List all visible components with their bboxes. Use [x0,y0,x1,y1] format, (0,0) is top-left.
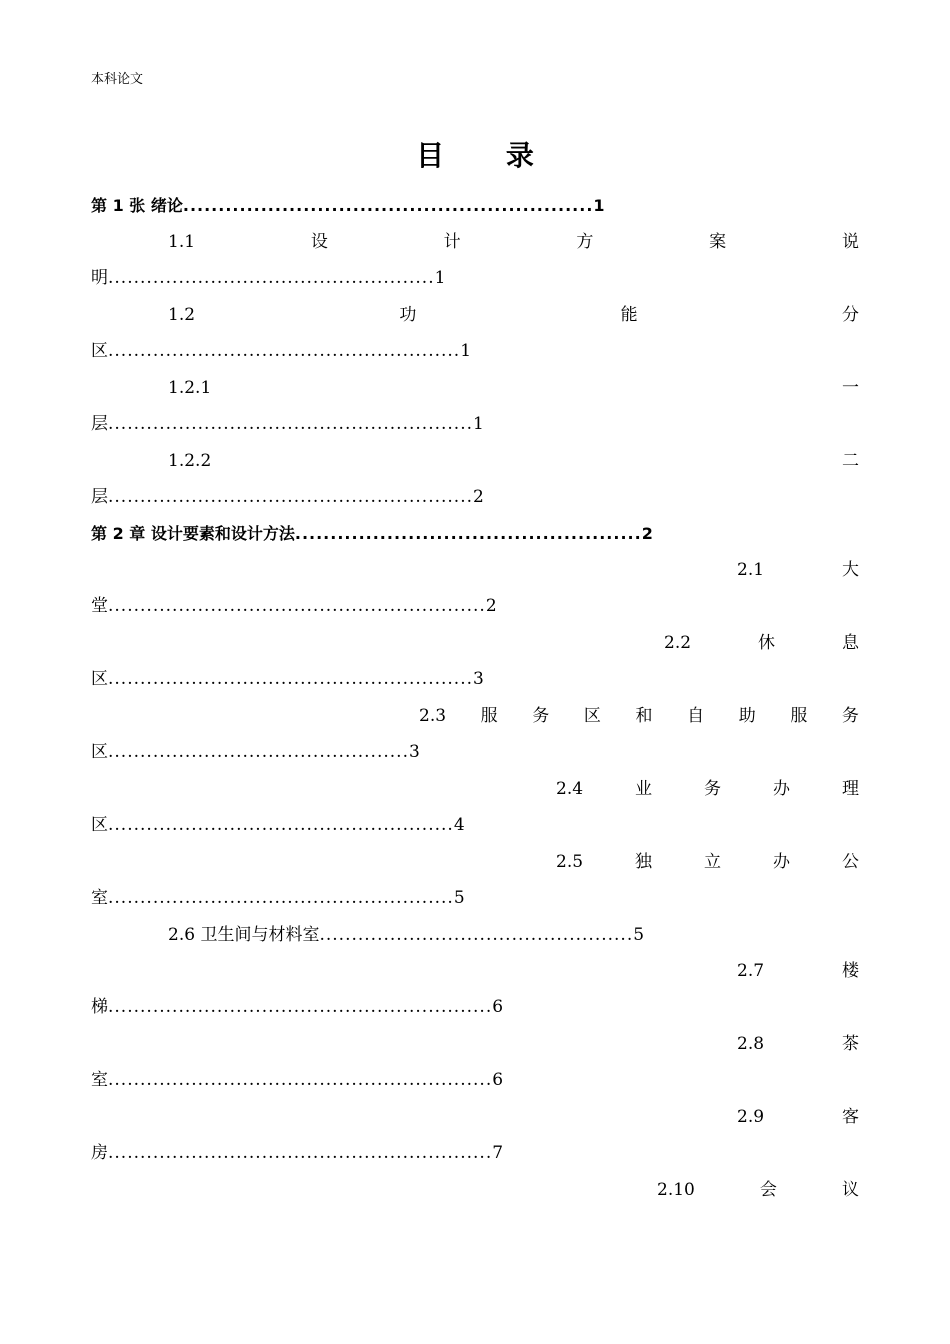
toc-entry-2-9[interactable] [737,1103,859,1131]
toc-word: 2.2 [664,633,692,653]
toc-entry-2-4[interactable] [556,775,859,803]
toc-word: 区 [583,706,601,726]
toc-word: 办 [773,779,790,799]
toc-entry-2-4-cont[interactable] [91,811,859,839]
toc-page: 6 [492,997,504,1017]
toc-leader: ................................................... [108,268,435,288]
toc-word: 务 [841,706,859,726]
toc-entry-2-6[interactable] [168,921,859,949]
toc-word: 服 [790,706,808,726]
toc-entry-1-1-cont[interactable] [91,264,859,292]
toc-page: 3 [408,742,420,762]
toc-entry-2-7[interactable] [737,957,859,985]
toc-label: 2.6 卫生间与材料室 [168,925,320,945]
toc-page: 2 [641,524,653,543]
toc-page: 1 [593,196,605,215]
toc-tail: 层 [91,487,108,507]
toc-label: 第 2 章 设计要素和设计方法 [91,524,295,543]
toc-label: 第 1 张 绪论 [91,196,183,215]
toc-page: 4 [453,815,465,835]
toc-entry-1-2-2[interactable] [168,447,859,475]
toc-word: 客 [842,1107,859,1127]
page-header: 本科论文 [91,72,144,87]
toc-word: 设 [310,232,328,252]
toc-word: 2.4 [556,779,584,799]
toc-leader: ...................................................... [108,888,454,908]
page-title: 目 录 [416,139,560,172]
toc-word: 公 [841,852,859,872]
toc-tail: 层 [91,414,108,434]
toc-leader: ....................................................... [108,341,461,361]
toc-word: 1.2.2 [168,451,212,471]
toc-tail: 室 [91,888,108,908]
toc-word: 服 [480,706,498,726]
toc-page: 5 [453,888,465,908]
toc-word: 理 [841,779,859,799]
toc-entry-2-9-cont[interactable] [91,1139,859,1167]
toc-leader: ............................................................ [108,997,493,1017]
toc-page: 1 [473,414,484,434]
toc-word: 方 [576,232,594,252]
toc-word: 计 [443,232,461,252]
toc-leader: ......................................................... [108,487,474,507]
toc-word: 楼 [842,961,859,981]
toc-tail: 堂 [91,596,108,616]
toc-word: 2.7 [737,961,765,981]
toc-word: 2.3 [419,706,447,726]
toc-word: 分 [841,305,859,325]
toc-entry-2-8[interactable] [737,1030,859,1058]
toc-page: 5 [633,925,645,945]
toc-tail: 梯 [91,997,108,1017]
toc-entry-1-2-1[interactable] [168,374,859,402]
toc-tail: 房 [91,1143,108,1163]
toc-word: 1.1 [168,232,196,252]
toc-word: 功 [399,305,417,325]
toc-page: 1 [434,268,446,288]
toc-leader: ................................................. [294,524,642,543]
toc-tail: 室 [91,1070,108,1090]
toc-tail: 区 [91,341,108,361]
toc-word: 息 [841,633,859,653]
toc-word: 立 [704,852,722,872]
toc-word: 2.9 [737,1107,765,1127]
toc-entry-2-5-cont[interactable] [91,884,859,912]
toc-entry-2-2[interactable] [664,629,859,657]
toc-word: 助 [738,706,756,726]
toc-entry-2-1[interactable] [737,556,859,584]
toc-chapter-2[interactable] [91,520,859,548]
toc-page: 2 [485,596,497,616]
toc-leader: ......................................................... [108,414,474,434]
toc-word: 自 [687,706,705,726]
toc-leader: .......................................................... [182,196,594,215]
toc-leader: ............................................................ [108,1143,493,1163]
toc-word: 一 [842,378,859,398]
toc-entry-2-3[interactable] [419,702,859,730]
toc-word: 能 [620,305,638,325]
toc-word: 和 [635,706,653,726]
toc-page: 6 [492,1070,504,1090]
toc-word: 二 [842,451,859,471]
toc-word: 大 [842,560,859,580]
toc-word: 2.8 [737,1034,765,1054]
toc-page: 2 [473,487,484,507]
toc-word: 2.10 [657,1180,695,1200]
toc-entry-1-2-2-cont[interactable] [91,483,859,511]
toc-word: 独 [635,852,653,872]
toc-entry-2-3-cont[interactable] [91,738,859,766]
toc-leader: ............................................... [108,742,409,762]
toc-leader: ................................................. [319,925,634,945]
toc-tail: 区 [91,815,108,835]
toc-entry-2-1-cont[interactable] [91,592,859,620]
toc-word: 说 [841,232,859,252]
toc-entry-2-10[interactable] [657,1176,859,1204]
toc-tail: 区 [91,742,108,762]
toc-word: 案 [709,232,727,252]
toc-word: 务 [704,779,722,799]
toc-word: 2.5 [556,852,584,872]
toc-entry-1-2-1-cont[interactable] [91,410,859,438]
toc-word: 1.2 [168,305,196,325]
toc-tail: 明 [91,268,108,288]
toc-entry-2-7-cont[interactable] [91,993,859,1021]
toc-page: 3 [473,669,484,689]
toc-entry-1-2[interactable] [168,301,859,329]
toc-leader: ............................................................ [108,1070,493,1090]
toc-word: 会 [759,1180,777,1200]
toc-word: 务 [532,706,550,726]
toc-leader: ...................................................... [108,815,454,835]
toc-word: 业 [635,779,653,799]
toc-entry-2-8-cont[interactable] [91,1066,859,1094]
toc-tail: 区 [91,669,108,689]
toc-word: 议 [841,1180,859,1200]
toc-leader: ......................................................... [108,669,474,689]
toc-entry-2-2-cont[interactable] [91,665,859,693]
toc-entry-1-2-cont[interactable] [91,337,859,365]
toc-page: 1 [460,341,472,361]
toc-page: 7 [492,1143,504,1163]
toc-word: 2.1 [737,560,765,580]
toc-word: 1.2.1 [168,378,212,398]
toc-word: 茶 [842,1034,859,1054]
toc-leader: ........................................................... [108,596,486,616]
toc-word: 办 [773,852,790,872]
toc-entry-2-5[interactable] [556,848,859,876]
toc-entry-1-1[interactable] [168,228,859,256]
toc-word: 休 [758,633,776,653]
toc-chapter-1[interactable] [91,192,859,220]
